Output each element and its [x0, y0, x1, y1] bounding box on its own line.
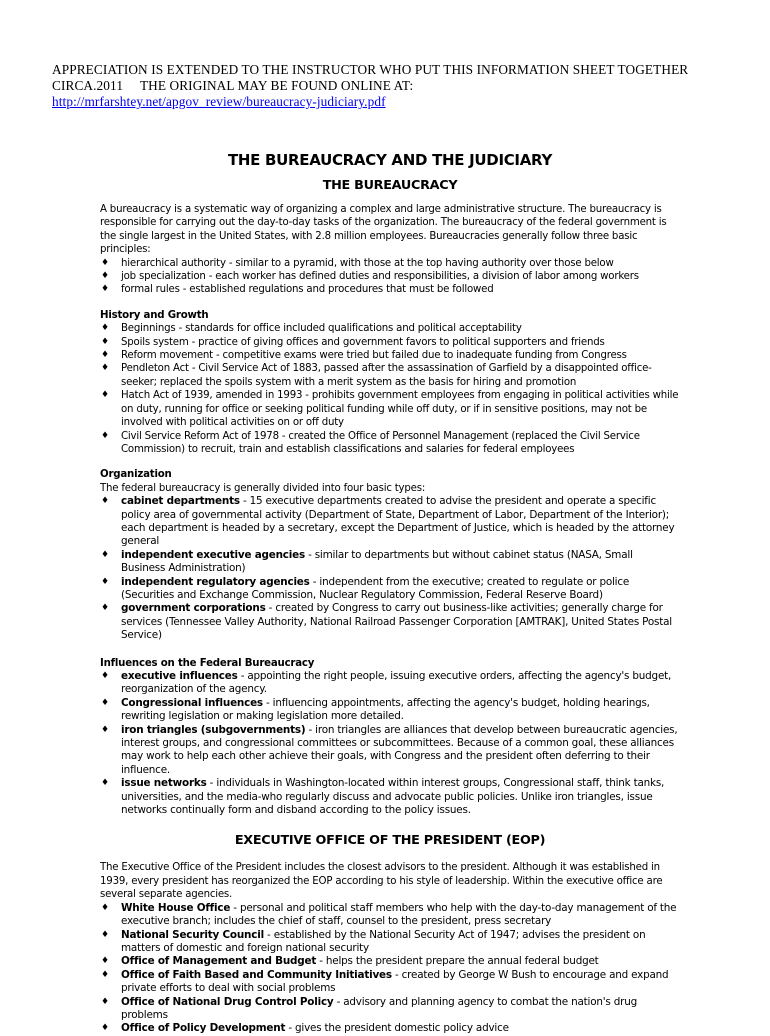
organization-list — [100, 495, 680, 642]
list-item — [100, 549, 680, 576]
page-header — [52, 62, 752, 110]
definition: - helps the president prepare the annual federal budget — [316, 955, 599, 968]
definition: - created by Congress to carry out business-like activities; generally charge for services (Tennessee Valley Authority, National Railroad Passenger Corporation [AMTRAK], United States Postal Service) — [121, 602, 672, 642]
list-item: ♦ Pendleton Act - Civil Service Act of 1883, passed after the assassination of Garfield by a disappointed office-seeker; replaced the spoils system with a merit system as the basis for hiring and promotion — [100, 362, 680, 389]
term: iron triangles (subgovernments) — [121, 723, 306, 736]
term: Office of National Drug Control Policy — [121, 995, 334, 1008]
organization-heading: Organization — [100, 469, 172, 481]
list-item — [100, 495, 680, 549]
definition: - advisory and planning agency to combat the nation's drug problems — [121, 995, 637, 1021]
definition: - iron triangles are alliances that develop between bureaucratic agencies, interest groups, and congressional committees or subcommittees. Because of a common goal, these alliances may work to help each other achieve their goals, with Congress and the president often deferring to their influence. — [121, 723, 678, 776]
definition: - established by the National Security Act of 1947; advises the president on matters of domestic and foreign national security — [121, 928, 646, 954]
bureaucracy-intro: A bureaucracy is a systematic way of organizing a complex and large administrative structure. The bureaucracy is responsible for carrying out the day-to-day tasks of the organization. The bureaucracy of the federal government is the single largest in the United States, with 2.8 million employees. Bureaucracies generally follow three basic principles: — [100, 204, 667, 256]
organization-intro: The federal bureaucracy is generally divided into four basic types: — [100, 482, 426, 494]
list-item: ♦ Reform movement - competitive exams were tried but failed due to inadequate funding from Congress — [100, 349, 680, 362]
term: Congressional influences — [121, 696, 263, 709]
list-item: ♦ Beginnings - standards for office included qualifications and political acceptability — [100, 322, 680, 335]
list-item — [100, 777, 680, 817]
list-item — [100, 955, 680, 968]
bureaucracy-heading: THE BUREAUCRACY — [322, 178, 458, 193]
influences-heading: Influences on the Federal Bureaucracy — [100, 657, 315, 669]
term: Office of Faith Based and Community Initiatives — [121, 968, 392, 981]
term: cabinet departments — [121, 495, 240, 508]
definition: - 15 executive departments created to advise the president and operate a specific policy area of governmental activity (Department of State, Department of Labor, Department of the Interior); each department is headed by a secretary, except the Department of Justice, which is headed by the attorney general — [121, 495, 675, 548]
list-item — [100, 670, 680, 697]
eop-list — [100, 902, 680, 1036]
list-item: ♦ job specialization - each worker has defined duties and responsibilities, a division of labor among workers — [100, 270, 680, 283]
eop-intro: The Executive Office of the President includes the closest advisors to the president. Although it was established in 1939, every president has reorganized the EOP according to his style of leadership. Within the executive office are several separate agencies. — [100, 862, 663, 901]
list-item — [100, 902, 680, 929]
definition: - personal and political staff members who help with the day-to-day management of the executive branch; includes the chief of staff, counsel to the president, press secretary — [121, 901, 677, 928]
list-item — [100, 697, 680, 724]
term: National Security Council — [121, 928, 264, 941]
definition: - created by George W Bush to encourage and expand private efforts to deal with social problems — [121, 968, 669, 995]
term: White House Office — [121, 901, 231, 914]
history-list — [100, 322, 680, 456]
definition: - individuals in Washington-located within interest groups, Congressional staff, think tanks, universities, and the media-who regularly discuss and advocate public policies. Unlike iron triangles, issue networks continually form and disband according to the policy issues. — [121, 777, 665, 817]
definition: - appointing the right people, issuing executive orders, affecting the agency's budget, reorganization of the agency. — [121, 670, 672, 696]
eop-heading: EXECUTIVE OFFICE OF THE PRESIDENT (EOP) — [234, 833, 546, 849]
history-heading: History and Growth — [100, 309, 209, 321]
principles-list — [100, 257, 680, 297]
term: Office of Management and Budget — [121, 955, 317, 968]
list-item — [100, 929, 680, 956]
list-item — [100, 602, 680, 642]
appreciation-line: APPRECIATION IS EXTENDED TO THE INSTRUCTOR WHO PUT THIS INFORMATION SHEET TOGETHER — [52, 62, 689, 77]
list-item — [100, 724, 680, 778]
term: government corporations — [121, 602, 266, 615]
definition: - influencing appointments, affecting the agency's budget, holding hearings, rewriting legislation or making legislation more detailed. — [121, 696, 650, 723]
document-title: THE BUREAUCRACY AND THE JUDICIARY — [227, 151, 553, 169]
term: independent regulatory agencies — [121, 575, 310, 588]
term: independent executive agencies — [121, 548, 305, 561]
list-item: ♦ Spoils system - practice of giving offices and government favors to political supporters and friends — [100, 336, 680, 349]
term: executive influences — [121, 670, 238, 682]
term: Office of Policy Development — [121, 1022, 286, 1035]
term: issue networks — [121, 777, 207, 790]
influences-list — [100, 670, 680, 817]
document-body — [100, 150, 680, 1036]
definition: - gives the president domestic policy advice — [285, 1022, 509, 1035]
source-link[interactable]: http://mrfarshtey.net/apgov_review/bureaucracy-judiciary.pdf — [52, 94, 386, 109]
list-item: ♦ hierarchical authority - similar to a pyramid, with those at the top having authority over those below — [100, 257, 680, 270]
list-item — [100, 576, 680, 603]
circa-line: CIRCA.2011 THE ORIGINAL MAY BE FOUND ONLINE AT: — [52, 78, 414, 93]
list-item — [100, 996, 680, 1023]
list-item — [100, 1022, 680, 1035]
definition: - independent from the executive; created to regulate or police (Securities and Exchange Commission, Nuclear Regulatory Commission, Federal Reserve Board) — [121, 575, 630, 601]
list-item: ♦ formal rules - established regulations and procedures that must be followed — [100, 283, 680, 296]
list-item: ♦ Civil Service Reform Act of 1978 - created the Office of Personnel Management (replaced the Civil Service Commission) to recruit, train and establish classifications and salaries for federal employees — [100, 430, 680, 457]
list-item — [100, 969, 680, 996]
definition: - similar to departments but without cabinet status (NASA, Small Business Administration) — [121, 548, 633, 575]
list-item: ♦ Hatch Act of 1939, amended in 1993 - prohibits government employees from engaging in political activities while on duty, running for office or seeking political funding while off duty, or if in sensitive positions, may not be involved with political activities on or off duty — [100, 389, 680, 429]
